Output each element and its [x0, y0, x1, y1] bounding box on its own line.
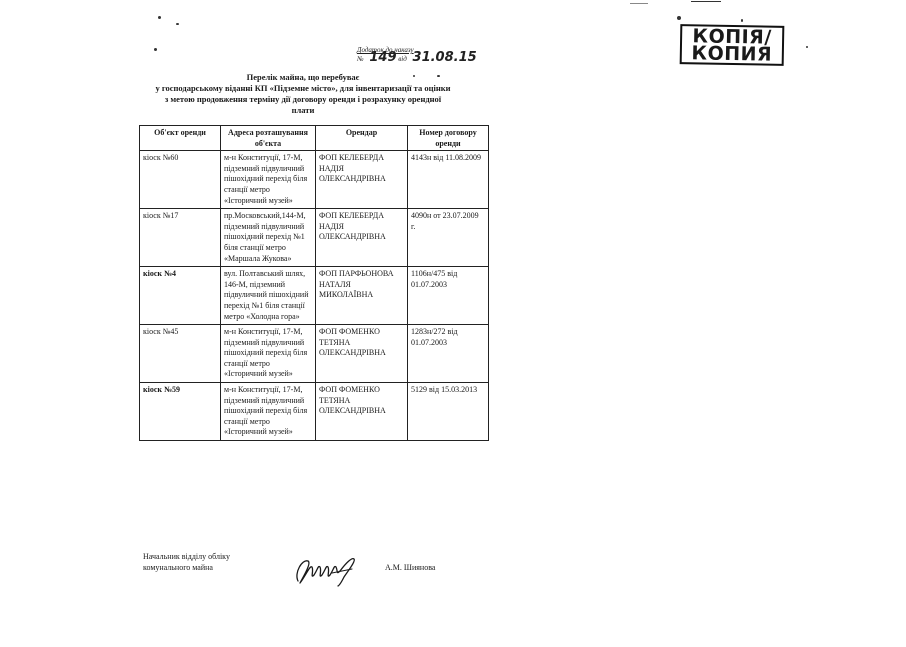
- cell-contract: 1283н/272 від 01.07.2003: [408, 325, 489, 383]
- cell-tenant: ФОП ПАРФЬОНОВА НАТАЛЯ МИКОЛАЇВНА: [316, 267, 408, 325]
- property-table: [139, 125, 489, 441]
- table-row: [140, 209, 489, 267]
- scan-speck: [154, 48, 157, 51]
- cell-contract: 5129 від 15.03.2013: [408, 383, 489, 441]
- scan-speck: [806, 46, 808, 48]
- header-address: Адреса розташування об'єкта: [221, 126, 316, 151]
- cell-object: кіоск №59: [140, 383, 221, 441]
- cell-contract: 4090н от 23.07.2009 г.: [408, 209, 489, 267]
- signatory-name: А.М. Шиянова: [385, 563, 436, 572]
- title-line-2: у господарському віданні КП «Підземне місто», для інвентаризації та оцінки: [155, 83, 451, 93]
- signatory-title: [143, 551, 230, 573]
- header-tenant: Орендар: [316, 126, 408, 151]
- scan-speck: [691, 1, 721, 2]
- cell-address: м-н Конституції, 17-М, підземний підвуличний пішохідний перехід біля станції метро «Історичний музей»: [221, 383, 316, 441]
- table-row: [140, 267, 489, 325]
- scan-speck: [158, 16, 161, 19]
- cell-object: кіоск №45: [140, 325, 221, 383]
- table-header-row: [140, 126, 489, 151]
- cell-contract: 4143н від 11.08.2009: [408, 151, 489, 209]
- cell-address: вул. Полтавський шлях, 146-М, підземний підвуличний пішохідний перехід №1 біля станції метро «Холодна гора»: [221, 267, 316, 325]
- cell-address: пр.Московський,144-М, підземний підвуличний пішохідний перехід №1 біля станції метро «Маршала Жукова»: [221, 209, 316, 267]
- title-line-3: з метою продовження терміну дії договору оренди і розрахунку орендної: [164, 94, 442, 104]
- annex-number: 149: [369, 50, 397, 65]
- scan-speck: [630, 3, 648, 4]
- cell-address: м-н Конституції, 17-М, підземний підвуличний пішохідний перехід біля станції метро «Історичний музей»: [221, 151, 316, 209]
- scan-speck: [176, 23, 179, 25]
- cell-tenant: ФОП КЕЛЕБЕРДА НАДІЯ ОЛЕКСАНДРІВНА: [316, 151, 408, 209]
- annex-note: [357, 47, 477, 63]
- header-contract: Номер договору оренди: [408, 126, 489, 151]
- annex-date: 31.08.15: [412, 50, 477, 65]
- table-row: [140, 383, 489, 441]
- cell-tenant: ФОП КЕЛЕБЕРДА НАДІЯ ОЛЕКСАНДРІВНА: [316, 209, 408, 267]
- cell-object: кіоск №60: [140, 151, 221, 209]
- table-row: [140, 325, 489, 383]
- annex-number-prefix: №: [357, 55, 364, 63]
- title-line-1: Перелік майна, що перебуває: [246, 72, 360, 82]
- signatory-title-line-2: комунального майна: [143, 563, 213, 572]
- copy-stamp: [680, 24, 785, 66]
- document-title: [118, 72, 488, 116]
- cell-object: кіоск №17: [140, 209, 221, 267]
- annex-date-prefix: від: [398, 55, 407, 63]
- header-object: Об'єкт оренди: [140, 126, 221, 151]
- stamp-line-1: КОПІЯ/: [692, 25, 772, 49]
- cell-tenant: ФОП ФОМЕНКО ТЕТЯНА ОЛЕКСАНДРІВНА: [316, 325, 408, 383]
- table-row: [140, 151, 489, 209]
- signatory-title-line-1: Начальник відділу обліку: [143, 552, 230, 561]
- annex-label: Додаток до наказу: [357, 46, 414, 54]
- stamp-line-2: КОПИЯ: [691, 42, 773, 66]
- cell-address: м-н Конституції, 17-М, підземний підвуличний пішохідний перехід біля станції метро «Історичний музей»: [221, 325, 316, 383]
- title-line-4: плати: [291, 105, 315, 115]
- cell-tenant: ФОП ФОМЕНКО ТЕТЯНА ОЛЕКСАНДРІВНА: [316, 383, 408, 441]
- scan-speck: [741, 19, 743, 22]
- cell-object: кіоск №4: [140, 267, 221, 325]
- handwritten-signature: [292, 553, 360, 587]
- cell-contract: 1106н/475 від 01.07.2003: [408, 267, 489, 325]
- scan-speck: [677, 16, 681, 20]
